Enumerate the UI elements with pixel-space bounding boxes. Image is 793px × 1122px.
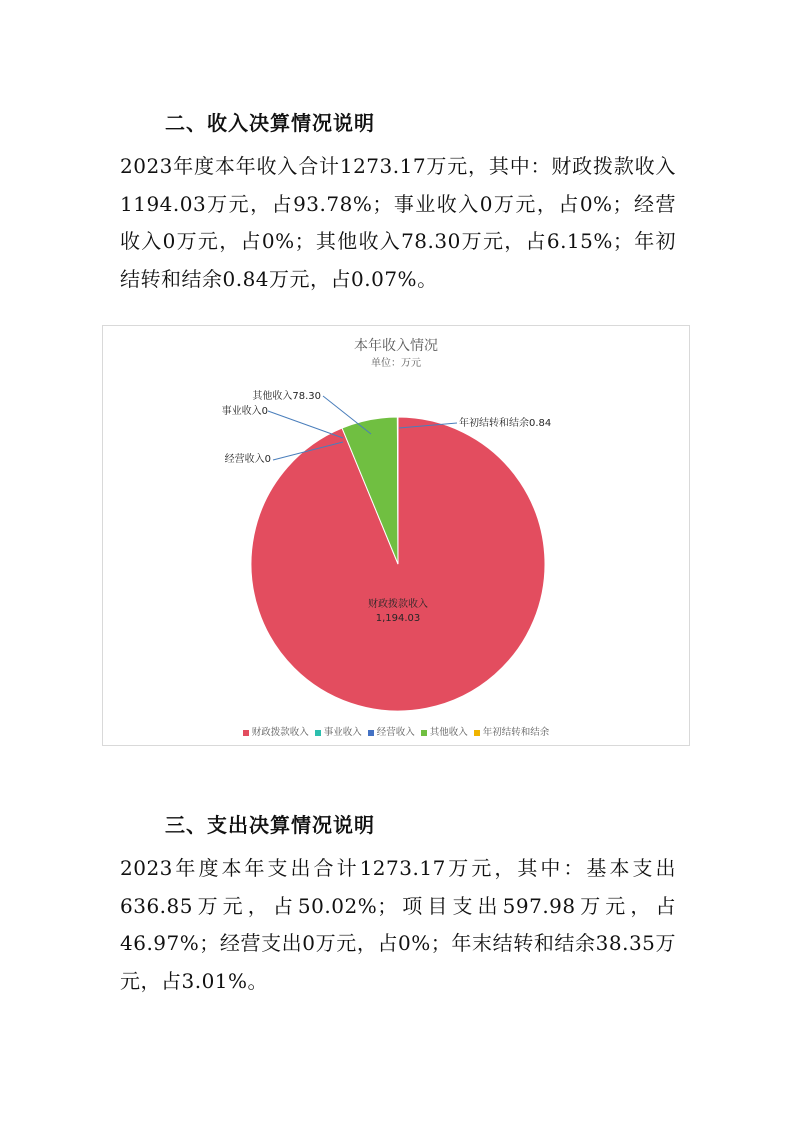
- legend-swatch: [368, 730, 374, 736]
- legend-swatch: [243, 730, 249, 736]
- data-label-0: 财政拨款收入 1,194.03: [368, 599, 428, 624]
- data-label-1: 事业收入0: [221, 406, 268, 417]
- legend-swatch: [474, 730, 480, 736]
- data-label-3: 其他收入78.30: [252, 391, 321, 402]
- legend-item-2: [368, 724, 415, 738]
- section-heading-expense: 三、支出决算情况说明: [165, 813, 375, 837]
- income-pie-chart: [102, 325, 690, 746]
- chart-title: 本年收入情况: [354, 338, 438, 354]
- legend-label: 年初结转和结余: [482, 727, 550, 738]
- legend-item-0: [243, 724, 309, 738]
- data-label-2: 经营收入0: [224, 454, 271, 465]
- income-paragraph: 2023年度本年收入合计1273.17万元，其中：财政拨款收入1194.03万元，占93.78%；事业收入0万元，占0%；经营收入0万元，占0%；其他收入78.30万元，占6.15%；年初结转和结余0.84万元，占0.07%。: [120, 154, 676, 291]
- legend-label: 经营收入: [376, 727, 415, 738]
- legend-item-1: [315, 724, 362, 738]
- legend-swatch: [315, 730, 321, 736]
- data-label-4: 年初结转和结余0.84: [459, 418, 552, 429]
- pie-slice-4: [397, 417, 398, 564]
- expense-paragraph: 2023年度本年支出合计1273.17万元，其中：基本支出636.85万元，占50.02%；项目支出597.98万元，占46.97%；经营支出0万元，占0%；年末结转和结余38.35万元，占3.01%。: [120, 856, 676, 993]
- legend-swatch: [421, 730, 427, 736]
- chart-legend: [103, 724, 689, 738]
- legend-label: 其他收入: [429, 727, 468, 738]
- leader-line-1: [268, 411, 343, 438]
- legend-label: 财政拨款收入: [251, 727, 309, 738]
- legend-item-3: [421, 724, 468, 738]
- pie-svg: [103, 326, 691, 747]
- chart-subtitle: 单位：万元: [371, 358, 421, 369]
- section-heading-income: 二、收入决算情况说明: [165, 111, 375, 135]
- legend-label: 事业收入: [323, 727, 362, 738]
- legend-item-4: [474, 724, 550, 738]
